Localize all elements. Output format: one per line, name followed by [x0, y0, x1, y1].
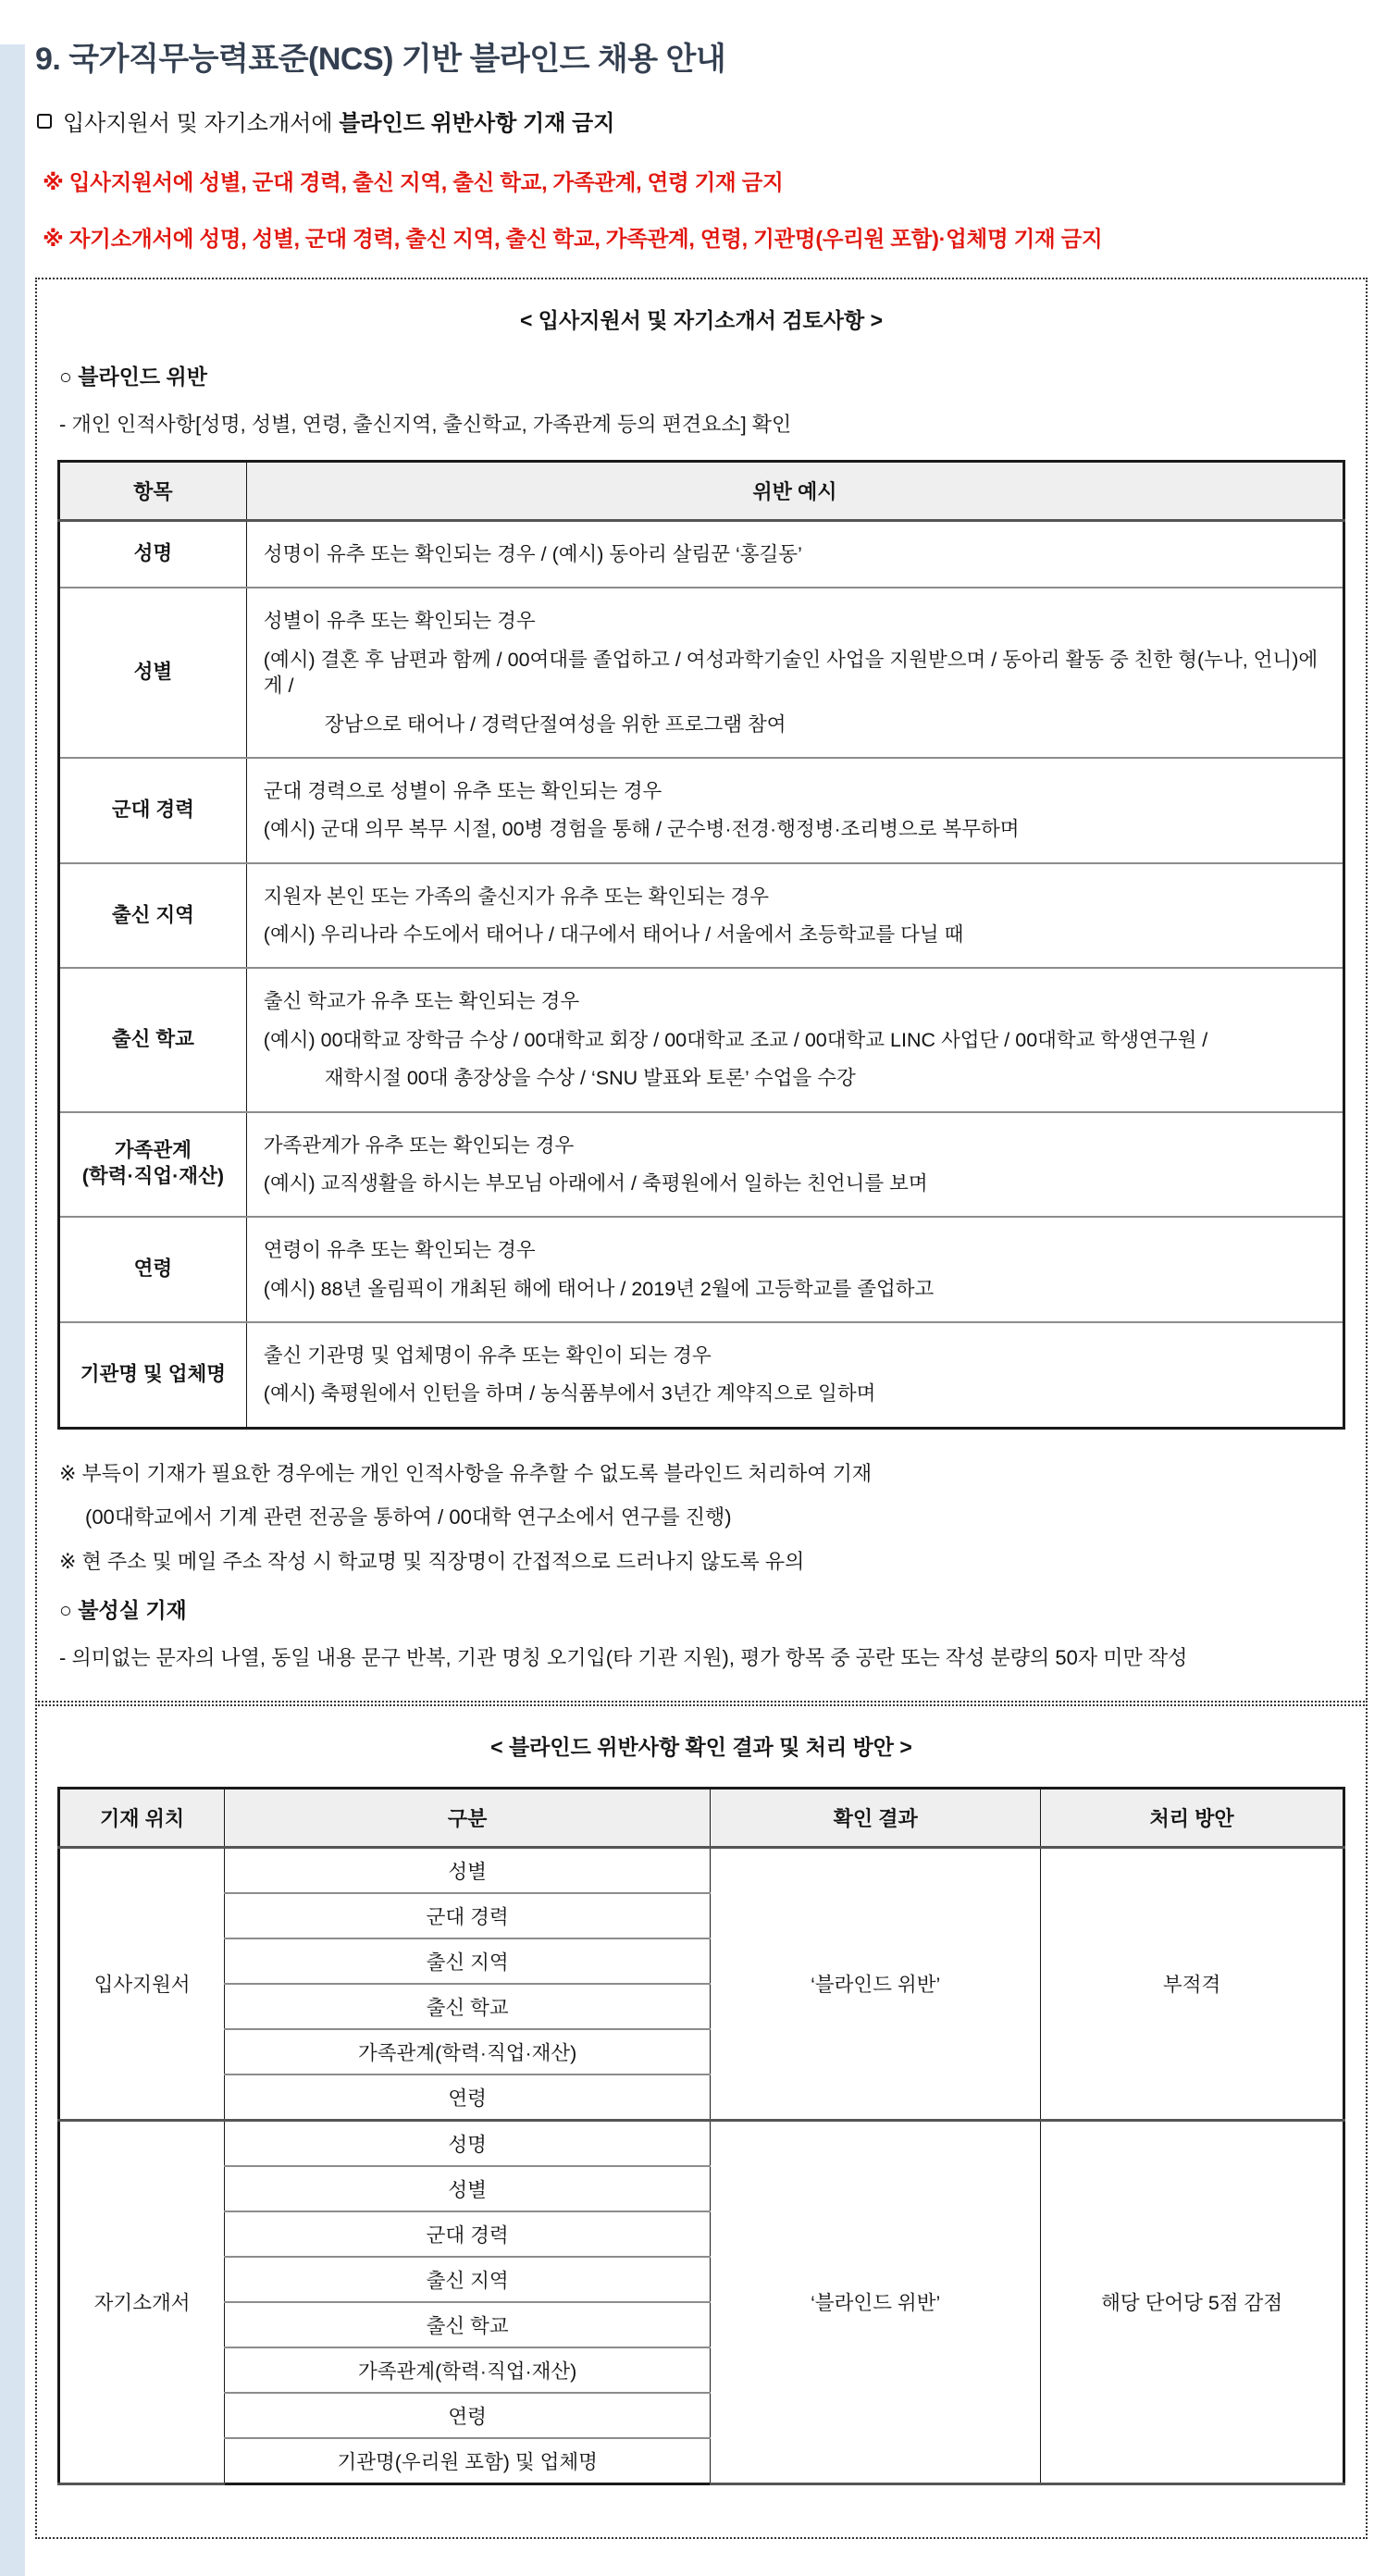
col-header-example: 위반 예시: [246, 462, 1343, 521]
review-box: [35, 278, 1368, 1703]
violation-examples: [246, 758, 1343, 863]
violation-examples: [246, 521, 1343, 588]
result-col-header: 구분: [225, 1788, 711, 1847]
violation-item: [59, 1112, 247, 1218]
page-edge-strip: [0, 44, 25, 2576]
result-row: [59, 2120, 1344, 2166]
result-category: 가족관계(학력·직업·재산): [225, 2347, 711, 2393]
violation-item-line: 가족관계: [114, 1139, 192, 1162]
violation-examples: [246, 968, 1343, 1111]
violation-example-line: (예시) 축평원에서 인턴을 하며 / 농식품부에서 3년간 계약직으로 일하며: [263, 1382, 876, 1406]
violation-example-line: (예시) 군대 의무 복무 시절, 00병 경험을 통해 / 군수병·전경·행정병·조리병으로 복무하며: [263, 818, 1020, 841]
result-box: [35, 1704, 1368, 2539]
violation-item-line: 기관명 및 업체명: [80, 1362, 227, 1385]
result-location: 입사지원서: [59, 1847, 225, 2120]
violation-item: [59, 521, 247, 588]
result-category: 연령: [225, 2393, 711, 2438]
violation-example-line: 지원자 본인 또는 가족의 출신지가 유추 또는 확인되는 경우: [263, 885, 770, 908]
violation-example-line: 재학시절 00대 총장상을 수상 / ‘SNU 발표와 토론’ 수업을 수강: [324, 1067, 856, 1090]
intro-line: [37, 105, 1368, 137]
violation-item-line: 출신 학교: [111, 1027, 194, 1050]
review-table-body: [59, 521, 1344, 1429]
violation-row: [59, 588, 1344, 758]
result-location: 자기소개서: [59, 2120, 225, 2483]
result-outcome: ‘블라인드 위반’: [711, 1847, 1041, 2120]
result-category: 군대 경력: [225, 2211, 711, 2257]
result-action: 부적격: [1041, 1847, 1344, 2120]
violation-example-line: 성별이 유추 또는 확인되는 경우: [263, 610, 536, 633]
review-box-heading: < 입사지원서 및 자기소개서 검토사항 >: [519, 308, 884, 332]
result-category: 출신 학교: [225, 2302, 711, 2347]
violation-item: [59, 863, 247, 969]
violation-examples: [246, 1112, 1343, 1218]
intro-text: [63, 105, 614, 137]
violation-row: [59, 968, 1344, 1111]
violation-examples: [246, 588, 1343, 758]
result-category: 성별: [225, 1847, 711, 1893]
violation-row: [59, 863, 1344, 969]
violation-item: [59, 1217, 247, 1322]
violation-examples: [246, 863, 1343, 969]
intro-text-normal: 입사지원서 및 자기소개서에: [63, 111, 333, 136]
intro-text-bold: 블라인드 위반사항 기재 금지: [339, 111, 615, 136]
result-col-header: 기재 위치: [59, 1788, 225, 1847]
result-category: 연령: [225, 2074, 711, 2121]
result-col-header: 확인 결과: [711, 1788, 1041, 1847]
result-action: 해당 단어당 5점 감점: [1041, 2120, 1344, 2483]
violation-row: [59, 1322, 1344, 1428]
violation-item-line: 성명: [133, 542, 173, 565]
result-category: 출신 지역: [225, 1938, 711, 1984]
result-category: 기관명(우리원 포함) 및 업체명: [225, 2438, 711, 2484]
violation-example-line: 연령이 유추 또는 확인되는 경우: [263, 1239, 536, 1262]
result-category: 성명: [225, 2120, 711, 2166]
result-category: 출신 지역: [225, 2257, 711, 2302]
violation-example-line: (예시) 우리나라 수도에서 태어나 / 대구에서 태어나 / 서울에서 초등학교를 다닐 때: [263, 923, 964, 946]
violation-examples: [246, 1322, 1343, 1428]
warning-line-application: ※ 입사지원서에 성별, 군대 경력, 출신 지역, 출신 학교, 가족관계, 연령 기재 금지: [43, 170, 784, 194]
note-line: ※ 현 주소 및 메일 주소 작성 시 학교명 및 직장명이 간접적으로 드러나지 않도록 유의: [59, 1549, 805, 1573]
violation-item-line: 성별: [133, 661, 173, 684]
result-col-header: 처리 방안: [1041, 1788, 1344, 1847]
violation-header-row: [59, 462, 1344, 521]
violation-item-line: (학력·직업·재산): [81, 1165, 225, 1188]
violation-item: [59, 1322, 247, 1428]
blind-violation-title: ○ 블라인드 위반: [59, 365, 207, 389]
violation-item: [59, 968, 247, 1111]
violation-examples: [246, 1217, 1343, 1322]
result-category: 출신 학교: [225, 1984, 711, 2029]
insincere-desc: - 의미없는 문자의 나열, 동일 내용 문구 반복, 기관 명칭 오기입(타 기관 지원), 평가 항목 중 공란 또는 작성 분량의 50자 미만 작성: [59, 1645, 1188, 1669]
violation-example-line: 장남으로 태어나 / 경력단절여성을 위한 프로그램 참여: [324, 712, 786, 736]
violation-example-line: (예시) 교직생활을 하시는 부모님 아래에서 / 축평원에서 일하는 친언니를 보며: [263, 1171, 928, 1195]
review-notes: [59, 1461, 1345, 1576]
violation-item-line: 군대 경력: [111, 798, 194, 821]
note-line: ※ 부득이 기재가 필요한 경우에는 개인 인적사항을 유추할 수 없도록 블라인드 처리하여 기재: [59, 1461, 873, 1485]
col-header-item: 항목: [59, 462, 247, 521]
result-outcome: ‘블라인드 위반’: [711, 2120, 1041, 2483]
violation-example-line: (예시) 00대학교 장학금 수상 / 00대학교 회장 / 00대학교 조교 / 00대학교 LINC 사업단 / 00대학교 학생연구원 /: [263, 1028, 1208, 1051]
violation-example-line: 출신 기관명 및 업체명이 유추 또는 확인이 되는 경우: [263, 1344, 712, 1367]
violation-item-line: 출신 지역: [111, 903, 194, 926]
violation-row: [59, 521, 1344, 588]
violation-example-line: (예시) 88년 올림픽이 개최된 해에 태어나 / 2019년 2월에 고등학교를 졸업하고: [263, 1277, 935, 1300]
violation-row: [59, 1112, 1344, 1218]
result-category: 군대 경력: [225, 1893, 711, 1938]
violation-row: [59, 758, 1344, 863]
note-line: (00대학교에서 기계 관련 전공을 통하여 / 00대학 연구소에서 연구를 진행): [85, 1505, 732, 1530]
violation-item-line: 연령: [133, 1257, 173, 1281]
result-category: 가족관계(학력·직업·재산): [225, 2029, 711, 2074]
result-category: 성별: [225, 2166, 711, 2211]
checkbox-icon: [37, 114, 52, 129]
page-title: 9. 국가직무능력표준(NCS) 기반 블라인드 채용 안내: [35, 42, 726, 77]
result-table: [57, 1787, 1345, 2485]
violation-example-line: 성명이 유추 또는 확인되는 경우 / (예시) 동아리 살림꾼 ‘홍길동’: [263, 543, 802, 565]
violation-item: [59, 588, 247, 758]
violation-item: [59, 758, 247, 863]
violation-example-line: (예시) 결혼 후 남편과 함께 / 00여대를 졸업하고 / 여성과학기술인 사업을 지원받으며 / 동아리 활동 중 친한 형(누나, 언니)에게 /: [263, 648, 1319, 698]
blind-violation-desc: - 개인 인적사항[성명, 성별, 연령, 출신지역, 출신학교, 가족관계 등의 편견요소] 확인: [59, 413, 792, 436]
result-row: [59, 1847, 1344, 1893]
result-head-row: [59, 1788, 1344, 1847]
violation-table-head: [59, 462, 1344, 521]
result-box-heading: < 블라인드 위반사항 확인 결과 및 처리 방안 >: [490, 1734, 912, 1759]
result-table-body: [59, 1847, 1344, 2483]
violation-example-line: 가족관계가 유추 또는 확인되는 경우: [263, 1133, 575, 1157]
violation-example-line: 출신 학교가 유추 또는 확인되는 경우: [263, 990, 580, 1013]
violation-example-line: 군대 경력으로 성별이 유추 또는 확인되는 경우: [263, 779, 662, 802]
result-table-head: [59, 1788, 1344, 1847]
insincere-title: ○ 불성실 기재: [59, 1597, 187, 1622]
violation-row: [59, 1217, 1344, 1322]
violation-examples-table: [57, 460, 1345, 1430]
warning-line-cover-letter: ※ 자기소개서에 성명, 성별, 군대 경력, 출신 지역, 출신 학교, 가족관계, 연령, 기관명(우리원 포함)·업체명 기재 금지: [43, 227, 1103, 251]
